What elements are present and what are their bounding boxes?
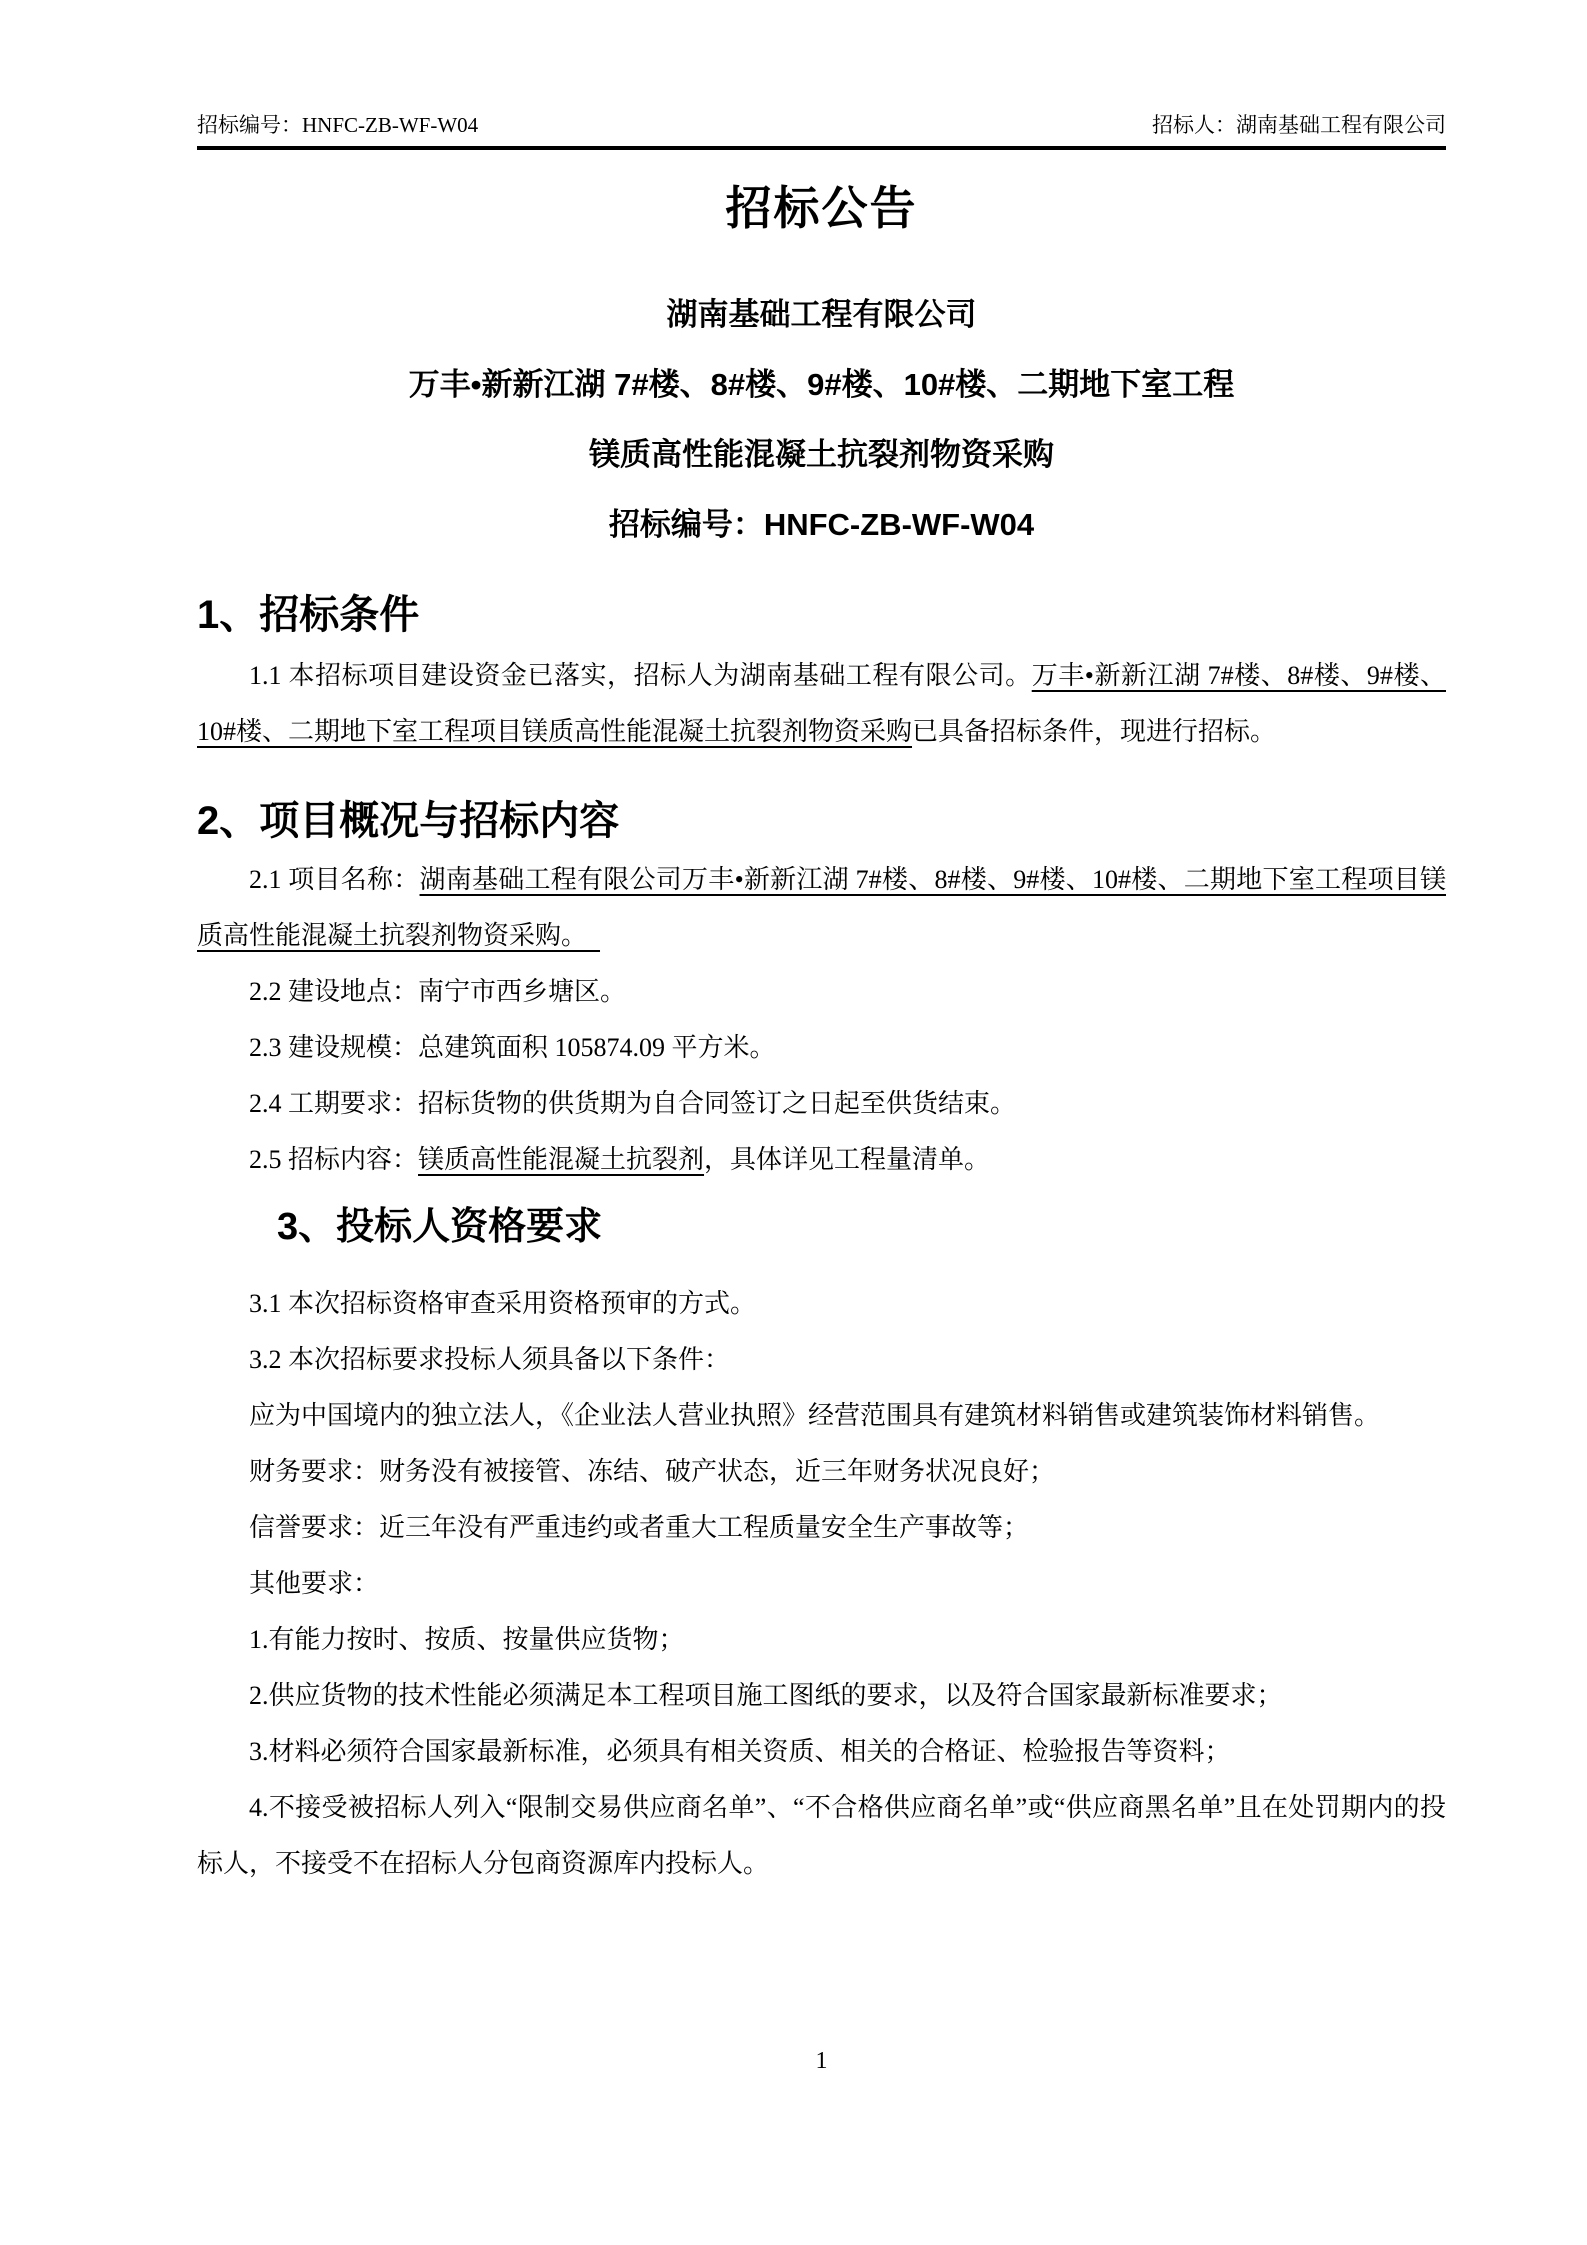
underlined-text-run: 万丰•新新江湖 7#楼、8#楼、9#楼、10#楼、二期地下室工程项目镁质高性能混凝土抗裂剂物资采购	[197, 661, 1446, 746]
header-tenderer: 招标人：湖南基础工程有限公司	[1152, 113, 1446, 137]
text-run: 2.4 工期要求：招标货物的供货期为自合同签订之日起至供货结束。	[249, 1089, 1017, 1118]
paragraph	[197, 1132, 1446, 1188]
paragraph	[197, 1780, 1446, 1892]
section-heading-3: 3、投标人资格要求	[277, 1206, 603, 1248]
document-body	[197, 590, 1446, 1892]
paragraph	[197, 1020, 1446, 1076]
text-run: 2.2 建设地点：南宁市西乡塘区。	[249, 977, 627, 1006]
paragraph	[197, 1556, 1446, 1612]
text-run: 信誉要求：近三年没有严重违约或者重大工程质量安全生产事故等；	[249, 1513, 1030, 1542]
paragraph	[197, 1276, 1446, 1332]
paragraph	[197, 1444, 1446, 1500]
text-run: 3.1 本次招标资格审查采用资格预审的方式。	[249, 1289, 757, 1318]
paragraph	[197, 1500, 1446, 1556]
document-title: 招标公告	[725, 182, 918, 234]
paragraph	[197, 648, 1446, 760]
subtitle-block	[197, 280, 1446, 560]
text-run: 1.有能力按时、按质、按量供应货物；	[249, 1625, 685, 1654]
underlined-text-run: 镁质高性能混凝土抗裂剂	[418, 1145, 705, 1174]
page-footer	[197, 2048, 1446, 2075]
text-run: 1.1 本招标项目建设资金已落实，招标人为湖南基础工程有限公司。	[249, 661, 1032, 690]
paragraph	[197, 1076, 1446, 1132]
text-run: 2.供应货物的技术性能必须满足本工程项目施工图纸的要求，以及符合国家最新标准要求；	[249, 1681, 1283, 1710]
text-run: 应为中国境内的独立法人，《企业法人营业执照》经营范围具有建筑材料销售或建筑装饰材料销售。	[249, 1401, 1381, 1430]
page-header	[197, 0, 1446, 150]
subtitle-procurement: 镁质高性能混凝土抗裂剂物资采购	[589, 437, 1054, 472]
section-heading-1: 1、招标条件	[197, 593, 420, 637]
text-run: 2.3 建设规模：总建筑面积 105874.09 平方米。	[249, 1033, 776, 1062]
text-run: 2.5 招标内容：	[249, 1145, 419, 1174]
text-run: ，具体详见工程量清单。	[704, 1145, 991, 1174]
paragraph	[197, 1668, 1446, 1724]
paragraph	[197, 1612, 1446, 1668]
page-number: 1	[815, 2048, 828, 2074]
header-bid-number: 招标编号：HNFC-ZB-WF-W04	[197, 113, 479, 137]
subtitle-bid-number: 招标编号：HNFC-ZB-WF-W04	[608, 507, 1035, 542]
text-run: 3.材料必须符合国家最新标准，必须具有相关资质、相关的合格证、检验报告等资料；	[249, 1737, 1231, 1766]
text-run: 4.不接受被招标人列入“限制交易供应商名单”、“不合格供应商名单”或“供应商黑名单”且在处罚期内的投标人，不接受不在招标人分包商资源库内投标人。	[197, 1793, 1446, 1878]
text-run: 2.1 项目名称：	[249, 865, 420, 894]
paragraph	[197, 852, 1446, 964]
subtitle-project: 万丰•新新江湖 7#楼、8#楼、9#楼、10#楼、二期地下室工程	[408, 367, 1235, 402]
text-run: 其他要求：	[249, 1569, 380, 1598]
paragraph	[197, 964, 1446, 1020]
text-run: 财务要求：财务没有被接管、冻结、破产状态，近三年财务状况良好；	[249, 1457, 1056, 1486]
section-heading-2: 2、项目概况与招标内容	[197, 799, 620, 843]
text-run: 已具备招标条件，现进行招标。	[912, 717, 1277, 746]
paragraph	[197, 1332, 1446, 1388]
underlined-text-run: 湖南基础工程有限公司万丰•新新江湖 7#楼、8#楼、9#楼、10#楼、二期地下室工程项目镁质高性能混凝土抗裂剂物资采购。	[197, 865, 1446, 950]
paragraph	[197, 1724, 1446, 1780]
text-run: 3.2 本次招标要求投标人须具备以下条件：	[249, 1345, 731, 1374]
paragraph	[197, 1388, 1446, 1444]
subtitle-company: 湖南基础工程有限公司	[666, 297, 977, 332]
